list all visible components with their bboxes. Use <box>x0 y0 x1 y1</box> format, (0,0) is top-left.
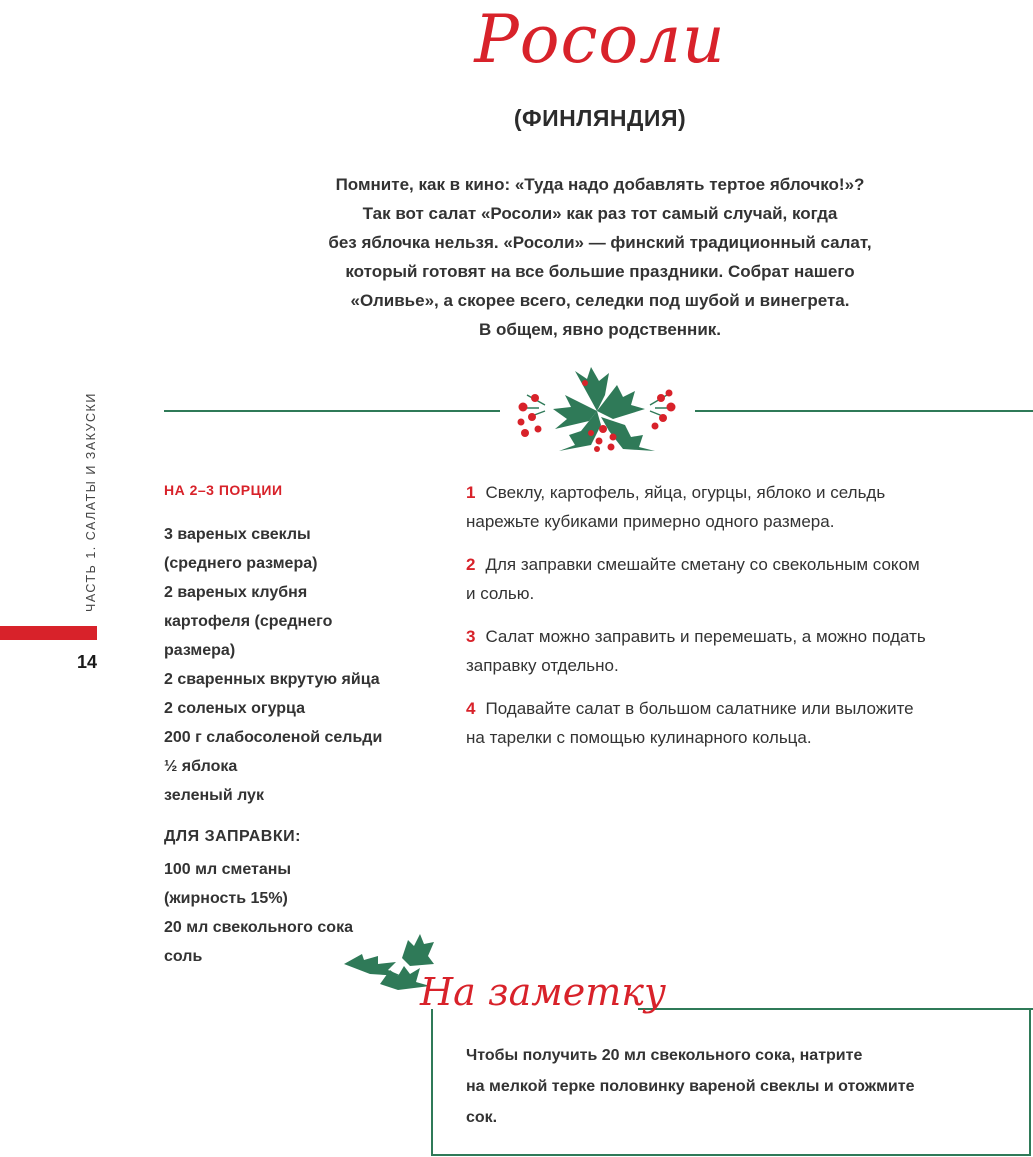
step-text: заправку отдельно. <box>466 656 619 675</box>
ingredient-item: картофеля (среднего <box>164 613 333 630</box>
page-marker-bar <box>0 626 97 640</box>
step-text: на тарелки с помощью кулинарного кольца. <box>466 728 812 747</box>
ingredient-item: размера) <box>164 642 236 659</box>
recipe-country: (ФИНЛЯНДИЯ) <box>513 105 687 131</box>
dressing-item: 100 мл сметаны <box>164 861 292 878</box>
note-line: Чтобы получить 20 мл свекольного сока, натрите <box>466 1047 863 1064</box>
note-line: сок. <box>466 1109 498 1126</box>
page-number: 14 <box>76 652 97 672</box>
dressing-heading: ДЛЯ ЗАПРАВКИ: <box>164 828 301 845</box>
step-text: нарежьте кубиками примерно одного размера. <box>466 512 835 531</box>
step-text: и солью. <box>466 584 535 603</box>
ingredient-item: ½ яблока <box>164 758 238 775</box>
ingredient-item: зеленый лук <box>164 787 264 804</box>
intro-line: В общем, явно родственник. <box>478 320 722 339</box>
step-text: Для заправки смешайте сметану со свекольным соком <box>485 555 920 574</box>
dressing-item: (жирность 15%) <box>164 890 288 907</box>
dressing-item: 20 мл свекольного сока <box>164 919 353 936</box>
dressing-item: соль <box>164 948 203 965</box>
intro-line: «Оливье», а скорее всего, селедки под шубой и винегрета. <box>350 291 850 310</box>
portions-heading: НА 2–3 ПОРЦИИ <box>164 482 283 498</box>
recipe-title: Росоли <box>474 1 726 78</box>
divider-line-left <box>164 410 500 412</box>
note-title: На заметку <box>420 970 667 1014</box>
note-line: на мелкой терке половинку вареной свеклы и отожмите <box>466 1078 915 1095</box>
step-number: 2 <box>466 555 476 574</box>
step-item <box>466 550 1033 608</box>
step-text: Подавайте салат в большом салатнике или выложите <box>485 699 914 718</box>
step-number: 4 <box>466 699 476 718</box>
ingredient-item: (среднего размера) <box>164 555 318 572</box>
step-number: 1 <box>466 483 476 502</box>
ingredient-item: 3 вареных свеклы <box>164 526 311 543</box>
step-number: 3 <box>466 627 476 646</box>
step-item <box>466 694 1033 752</box>
step-text: Свеклу, картофель, яйца, огурцы, яблоко и сельдь <box>485 483 886 502</box>
step-item <box>466 478 1033 536</box>
ingredient-list <box>164 520 444 810</box>
intro-line: без яблочка нельзя. «Росоли» — финский традиционный салат, <box>328 233 872 252</box>
intro-line: который готовят на все большие праздники. Собрат нашего <box>345 262 855 281</box>
ingredient-item: 2 соленых огурца <box>164 700 305 717</box>
recipe-intro <box>250 170 950 344</box>
ingredient-item: 2 вареных клубня <box>164 584 308 601</box>
holly-ornament-icon <box>505 365 690 457</box>
chapter-label: ЧАСТЬ 1. САЛАТЫ И ЗАКУСКИ <box>84 392 98 612</box>
recipe-steps <box>466 478 1033 766</box>
intro-line: Так вот салат «Росоли» как раз тот самый случай, когда <box>362 204 838 223</box>
ingredient-item: 2 сваренных вкрутую яйца <box>164 671 380 688</box>
step-text: Салат можно заправить и перемешать, а можно подать <box>485 627 926 646</box>
intro-line: Помните, как в кино: «Туда надо добавлять тертое яблочко!»? <box>335 175 865 194</box>
divider-line-right <box>695 410 1033 412</box>
ingredient-item: 200 г слабосоленой сельди <box>164 729 383 746</box>
step-item <box>466 622 1033 680</box>
note-text <box>466 1040 1026 1133</box>
